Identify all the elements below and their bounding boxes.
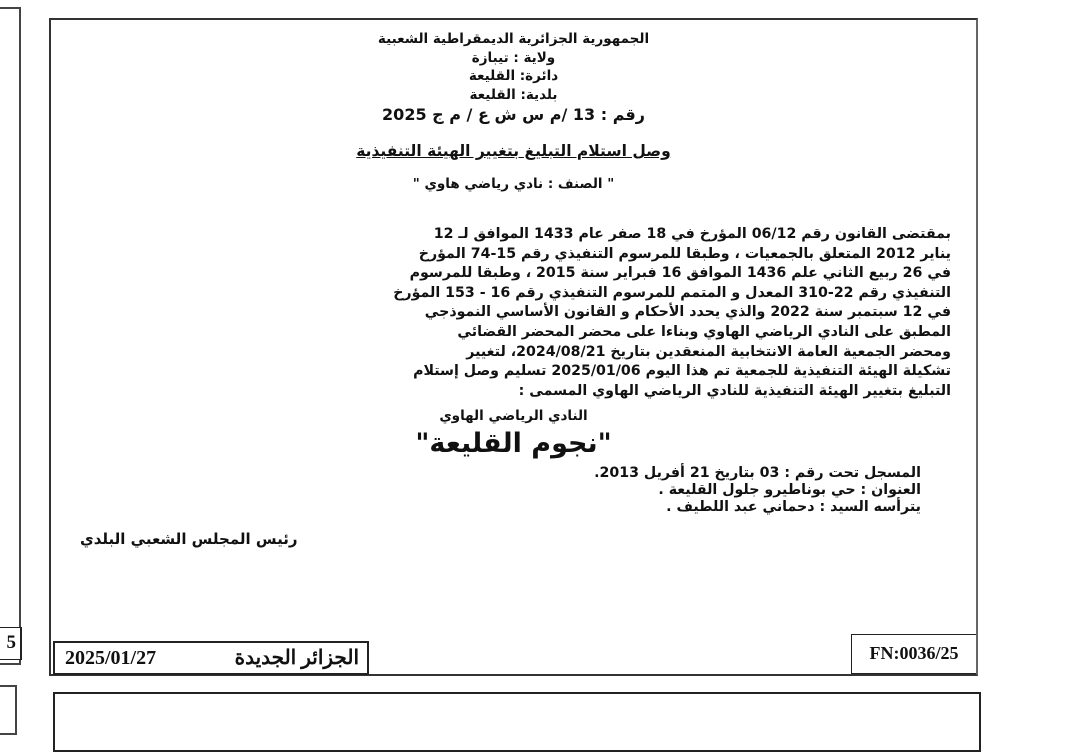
fn-number-box <box>851 634 976 674</box>
body-paragraph <box>76 225 951 401</box>
body-line: التنفيذي رقم 22-310 المعدل و المتمم للمرسوم التنفيذي رقم 16 - 153 المؤرخ <box>393 284 951 301</box>
body-line: تشكيلة الهيئة التنفيذية للجمعية تم هذا اليوم 2025/01/06 تسليم وصل إستلام <box>413 363 951 380</box>
body-line: التبليغ بتغيير الهيئة التنفيذية للنادي الرياضي الهاوي المسمى : <box>518 382 951 399</box>
president-line: يترأسه السيد : دحماني عبد اللطيف . <box>666 499 921 516</box>
wilaya-line: ولاية : تيبازة <box>471 49 556 66</box>
reference-number: رقم : 13 /م س ش ع / م ج 2025 <box>382 105 645 124</box>
signature-block <box>76 530 951 548</box>
notice-frame <box>49 18 978 676</box>
body-line: ومحضر الجمعية العامة الانتخابية المنعقدين بتاريخ 2024/08/21، لتغيير <box>466 343 951 360</box>
body-line: يناير 2012 المتعلق بالجمعيات ، وطبقا للمرسوم التنفيذي رقم 15-74 المؤرخ <box>418 245 951 262</box>
adjacent-page-left-frame <box>0 7 21 665</box>
address-line: العنوان : حي بوناطيرو جلول القليعة . <box>658 482 921 499</box>
body-line: بمقتضى القانون رقم 06/12 المؤرخ في 18 صفر عام 1433 الموافق لـ 12 <box>433 226 951 242</box>
club-type: النادي الرياضي الهاوي <box>439 408 588 425</box>
fn-number: FN:0036/25 <box>869 643 959 663</box>
header-block <box>76 30 951 104</box>
club-details <box>76 465 951 516</box>
signature-title: رئيس المجلس الشعبي البلدي <box>80 530 298 549</box>
body-line: المطبق على النادي الرياضي الهاوي وبناءا على محضر المحضر القضائي <box>457 323 951 340</box>
next-notice-frame <box>53 692 981 752</box>
publication-box <box>53 641 369 675</box>
adjacent-page-left-bottom-frame <box>0 685 17 735</box>
adjacent-page-stamp: 5 <box>0 627 22 660</box>
club-name: "نجوم القليعة" <box>415 428 612 460</box>
country-name: الجمهورية الجزائرية الديمقراطية الشعبية <box>377 31 650 47</box>
notice-content <box>76 30 951 548</box>
daira-line: دائرة: القليعة <box>468 68 559 84</box>
category-line: " الصنف : نادي رياضي هاوي " <box>412 176 615 192</box>
body-line: في 26 ربيع الثاني علم 1436 الموافق 16 فبراير سنة 2015 ، وطبقا للمرسوم <box>409 265 951 282</box>
commune-line: بلدية: القليعة <box>469 86 558 103</box>
publication-name: الجزائر الجديدة <box>234 647 359 669</box>
body-line: في 12 سبتمبر سنة 2022 والذي يحدد الأحكام و القانون الأساسي النموذجي <box>424 304 951 321</box>
document-title: وصل استلام التبليغ بتغيير الهيئة التنفيذية <box>356 142 671 160</box>
publication-date: 2025/01/27 <box>65 647 157 669</box>
registration-line: المسجل تحت رقم : 03 بتاريخ 21 أفريل 2013. <box>594 465 921 482</box>
